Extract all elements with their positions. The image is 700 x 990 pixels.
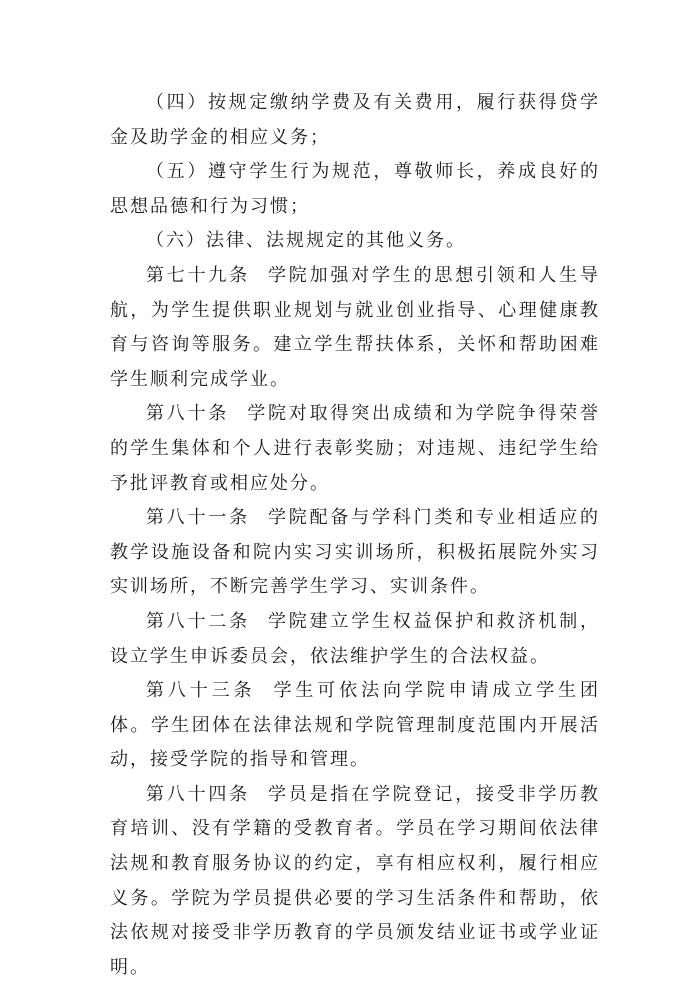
document-body	[110, 86, 600, 985]
article-83-text: 学生可依法向学院申请成立学生团体。学生团体在法律法规和学院管理制度范围内开展活动，接受学院的指导和管理。	[110, 680, 601, 771]
article-81	[110, 501, 600, 605]
obligation-item-6	[110, 224, 600, 259]
article-82-text: 学院建立学生权益保护和救济机制，设立学生申诉委员会，依法维护学生的合法权益。	[110, 610, 600, 667]
article-84-text: 学员是指在学院登记，接受非学历教育培训、没有学籍的受教育者。学员在学习期间依法律法规和教育服务协议的约定，享有相应权利，履行相应义务。学院为学员提供必要的学习生活条件和帮助，依法依规对接受非学历教育的学员颁发结业证书或学业证明。	[110, 783, 600, 978]
obligation-item-5-text: （五）遵守学生行为规范，尊敬师长，养成良好的思想品德和行为习惯；	[110, 161, 600, 217]
obligation-item-4-text: （四）按规定缴纳学费及有关费用，履行获得贷学金及助学金的相应义务；	[110, 92, 600, 148]
article-79-text: 学院加强对学生的思想引领和人生导航，为学生提供职业规划与就业创业指导、心理健康教育与咨询等服务。建立学生帮扶体系，关怀和帮助困难学生顺利完成学业。	[110, 264, 600, 390]
article-79-number: 第七十九条	[146, 264, 250, 286]
article-80-text: 学院对取得突出成绩和为学院争得荣誉的学生集体和个人进行表彰奖励；对违规、违纪学生给予批评教育或相应处分。	[110, 403, 601, 494]
article-82-number: 第八十二条	[146, 610, 250, 632]
article-79	[110, 259, 600, 397]
obligation-item-4	[110, 86, 600, 155]
article-81-text: 学院配备与学科门类和专业相适应的教学设施设备和院内实习实训场所，积极拓展院外实习实训场所，不断完善学生学习、实训条件。	[110, 507, 600, 598]
article-81-number: 第八十一条	[146, 507, 250, 529]
article-84	[110, 778, 600, 986]
obligation-item-5	[110, 155, 600, 224]
article-83	[110, 674, 600, 778]
article-80-number: 第八十条	[146, 403, 230, 425]
article-83-number: 第八十三条	[146, 680, 256, 702]
article-80	[110, 397, 600, 501]
obligation-item-6-text: （六）法律、法规规定的其他义务。	[146, 230, 466, 252]
article-84-number: 第八十四条	[146, 783, 250, 805]
article-82	[110, 605, 600, 674]
